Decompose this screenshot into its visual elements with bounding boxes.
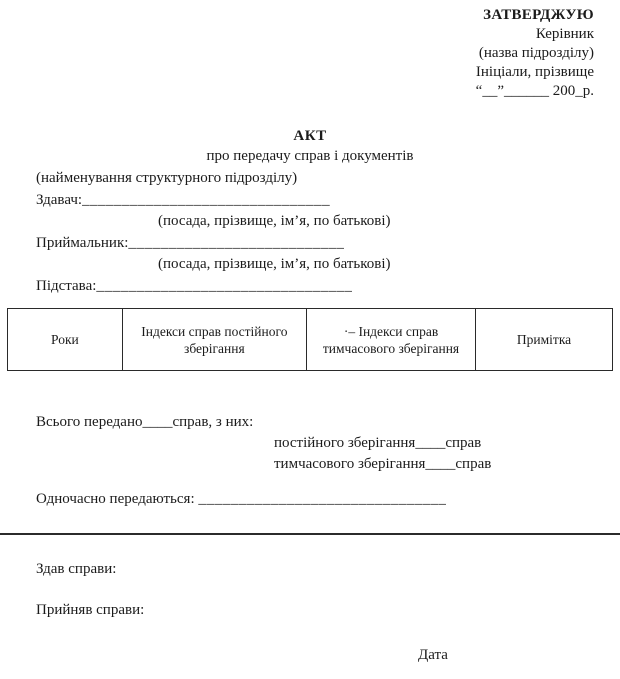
approval-stamp-label: ЗАТВЕРДЖУЮ (483, 7, 594, 23)
approval-date-blank: “__”______ 200_р. (475, 83, 594, 99)
received-label: Прийняв справи: (36, 602, 145, 618)
zdavach-blank-line: _______________________________ (82, 191, 331, 208)
pidstava-label: Підстава: (36, 277, 97, 294)
document-title: АКТ (293, 128, 327, 144)
position-caption-2: (посада, прізвище, ім’я, по батькові) (158, 256, 391, 272)
date-label: Дата (418, 647, 448, 663)
signatures-section (36, 561, 596, 664)
section-divider (0, 533, 620, 535)
position-caption-1: (посада, прізвище, ім’я, по батькові) (158, 213, 391, 229)
approval-position: Керівник (535, 26, 594, 42)
table-header-years: Роки (8, 309, 123, 370)
simultaneous-label: Одночасно передаються: (36, 491, 195, 507)
approval-block (0, 0, 620, 101)
zdavach-line (36, 190, 596, 212)
permanent-storage-line: постійного зберігання____справ (274, 435, 482, 451)
approval-unit-caption: (назва підрозділу) (478, 45, 594, 61)
document-subtitle: про передачу справ і документів (206, 148, 414, 164)
zdavach-label: Здавач: (36, 191, 83, 208)
table-header-temporary-storage-indexes: ·– Індекси справ тимчасового зберігання (307, 309, 476, 370)
simultaneous-line (36, 489, 596, 510)
unit-caption: (найменування структурного підрозділу) (36, 170, 298, 186)
simultaneous-blank-line: _______________________________ (198, 491, 447, 507)
temporary-storage-line: тимчасового зберігання____справ (274, 456, 492, 472)
table-header-permanent-storage-indexes: Індекси справ постійного зберігання (123, 309, 307, 370)
handed-over-label: Здав справи: (36, 561, 117, 577)
totals-section (36, 412, 596, 510)
registry-table (7, 308, 613, 371)
intro-section (36, 168, 596, 297)
pidstava-blank-line: ________________________________ (96, 277, 353, 294)
total-transferred-line: Всього передано____справ, з них: (36, 414, 254, 430)
pryimalnyk-line (36, 233, 596, 255)
pryimalnyk-label: Приймальник: (36, 234, 129, 251)
pidstava-line (36, 276, 596, 298)
table-header-note: Примітка (516, 332, 572, 347)
title-block (0, 126, 620, 166)
pryimalnyk-blank-line: ___________________________ (128, 234, 345, 251)
approval-name-caption: Ініціали, прізвище (475, 64, 594, 80)
